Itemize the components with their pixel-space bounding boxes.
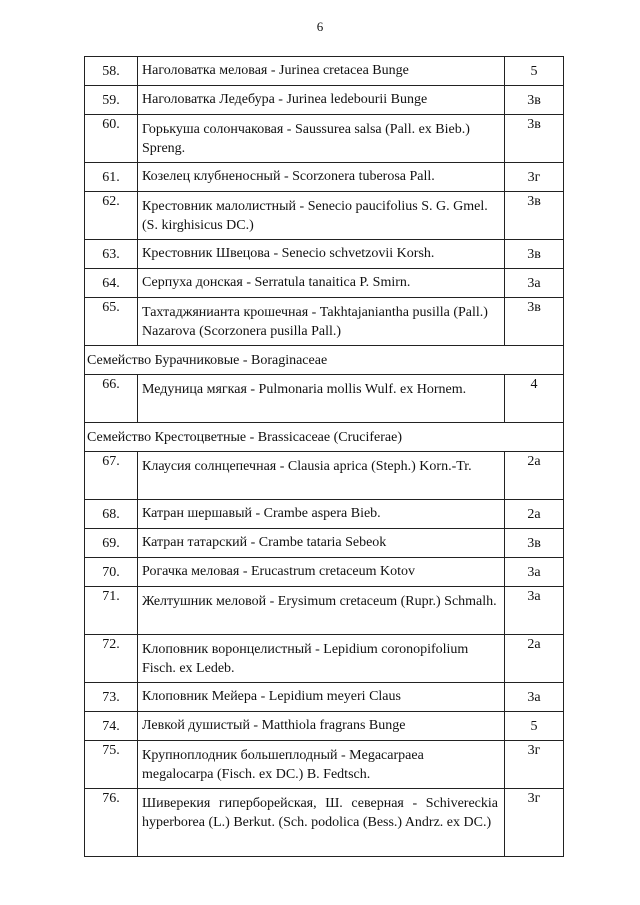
species-number: 63. <box>102 246 120 262</box>
species-number-cell <box>85 192 138 240</box>
species-number-cell <box>85 712 138 741</box>
species-table-body <box>85 57 564 857</box>
species-name: Горькуша солончаковая - Saussurea salsa (Pall. ex Bieb.) Spreng. <box>142 122 470 156</box>
species-row <box>85 57 564 86</box>
species-name: Катран шершавый - Crambe aspera Bieb. <box>142 506 381 521</box>
rarity-category-cell <box>505 269 564 298</box>
species-row <box>85 587 564 635</box>
rarity-category: 3в <box>527 300 541 315</box>
species-number-cell <box>85 635 138 683</box>
species-name: Крестовник малолистный - Senecio paucifolius S. G. Gmel.(S. kirghisicus DC.) <box>142 199 488 233</box>
species-table <box>84 56 564 857</box>
species-row <box>85 269 564 298</box>
species-number: 71. <box>102 589 120 604</box>
rarity-category: 3г <box>527 169 541 185</box>
species-number: 69. <box>102 535 120 551</box>
species-name-cell <box>138 269 505 298</box>
species-row <box>85 86 564 115</box>
species-number: 61. <box>102 169 120 185</box>
species-name: Желтушник меловой - Erysimum cretaceum (Rupr.) Schmalh. <box>142 594 497 609</box>
species-name-cell <box>138 789 505 857</box>
species-row <box>85 789 564 857</box>
species-number-cell <box>85 57 138 86</box>
family-name: Семейство Бурачниковые - Boraginaceae <box>85 346 564 375</box>
species-row <box>85 741 564 789</box>
rarity-category-cell <box>505 741 564 789</box>
species-name: Шиверекия гиперборейская, Ш. северная - Schivereckia hyperborea (L.) Berkut. (Sch. podolica (Bess.) Andrz. ex DC.) <box>142 796 498 830</box>
species-row <box>85 529 564 558</box>
species-number-cell <box>85 529 138 558</box>
species-name: Наголоватка Ледебура - Jurinea ledebourii Bunge <box>142 92 428 107</box>
rarity-category-cell <box>505 240 564 269</box>
species-row <box>85 298 564 346</box>
species-name: Тахтаджянианта крошечная - Takhtajaniantha pusilla (Pall.) Nazarova (Scorzonera pusilla Pall.) <box>142 305 488 339</box>
page-number: 6 <box>316 19 324 34</box>
species-row <box>85 375 564 423</box>
species-number: 65. <box>102 300 120 315</box>
rarity-category: 5 <box>530 63 538 79</box>
rarity-category: 3а <box>527 689 541 705</box>
species-number-cell <box>85 452 138 500</box>
species-number-cell <box>85 558 138 587</box>
rarity-category: 2а <box>527 454 541 469</box>
rarity-category: 2а <box>527 637 541 652</box>
species-name: Левкой душистый - Matthiola fragrans Bunge <box>142 718 406 733</box>
species-number: 59. <box>102 92 120 108</box>
species-name-cell <box>138 115 505 163</box>
species-row <box>85 240 564 269</box>
species-number-cell <box>85 115 138 163</box>
rarity-category-cell <box>505 57 564 86</box>
species-number: 66. <box>102 377 120 392</box>
species-row <box>85 163 564 192</box>
species-name-cell <box>138 57 505 86</box>
species-name: Козелец клубненосный - Scorzonera tuberosa Pall. <box>142 169 435 184</box>
species-number: 75. <box>102 743 120 758</box>
species-name-cell <box>138 452 505 500</box>
species-name: Крупноплодник большеплодный - Megacarpaea megalocarpa (Fisch. ex DC.) B. Fedtsch. <box>142 748 424 782</box>
species-row <box>85 712 564 741</box>
species-row <box>85 558 564 587</box>
species-number-cell <box>85 269 138 298</box>
species-name-cell <box>138 635 505 683</box>
rarity-category-cell <box>505 375 564 423</box>
species-name-cell <box>138 86 505 115</box>
species-row <box>85 452 564 500</box>
rarity-category: 3в <box>527 246 541 262</box>
species-name-cell <box>138 298 505 346</box>
species-name-cell <box>138 529 505 558</box>
species-number-cell <box>85 298 138 346</box>
species-row <box>85 115 564 163</box>
rarity-category: 3а <box>527 275 541 291</box>
rarity-category-cell <box>505 635 564 683</box>
species-number-cell <box>85 86 138 115</box>
rarity-category-cell <box>505 86 564 115</box>
species-row <box>85 192 564 240</box>
rarity-category-cell <box>505 712 564 741</box>
rarity-category-cell <box>505 452 564 500</box>
rarity-category-cell <box>505 192 564 240</box>
rarity-category-cell <box>505 683 564 712</box>
species-number: 64. <box>102 275 120 291</box>
species-number: 74. <box>102 718 120 734</box>
rarity-category-cell <box>505 115 564 163</box>
species-number-cell <box>85 587 138 635</box>
rarity-category: 4 <box>530 377 538 392</box>
species-name-cell <box>138 587 505 635</box>
species-name-cell <box>138 192 505 240</box>
species-name-cell <box>138 500 505 529</box>
rarity-category: 3а <box>527 589 541 604</box>
species-number: 67. <box>102 454 120 469</box>
rarity-category: 2а <box>527 506 541 522</box>
species-number: 73. <box>102 689 120 705</box>
rarity-category-cell <box>505 789 564 857</box>
species-name: Клаусия солнцепечная - Clausia aprica (Steph.) Korn.-Tr. <box>142 459 472 474</box>
rarity-category: 3а <box>527 564 541 580</box>
species-name: Рогачка меловая - Erucastrum cretaceum Kotov <box>142 564 416 579</box>
species-number: 62. <box>102 194 120 209</box>
species-number-cell <box>85 375 138 423</box>
species-name-cell <box>138 683 505 712</box>
rarity-category-cell <box>505 500 564 529</box>
species-number: 70. <box>102 564 120 580</box>
species-number: 58. <box>102 63 120 79</box>
rarity-category-cell <box>505 298 564 346</box>
family-name: Семейство Крестоцветные - Brassicaceae (Cruciferae) <box>85 423 564 452</box>
species-row <box>85 635 564 683</box>
species-number-cell <box>85 789 138 857</box>
species-name-cell <box>138 741 505 789</box>
rarity-category: 3в <box>527 535 541 551</box>
rarity-category: 3в <box>527 92 541 108</box>
species-name: Катран татарский - Crambe tataria Sebeok <box>142 535 387 550</box>
species-number-cell <box>85 500 138 529</box>
rarity-category: 5 <box>530 718 538 734</box>
rarity-category: 3в <box>527 194 541 209</box>
rarity-category-cell <box>505 529 564 558</box>
species-number: 68. <box>102 506 120 522</box>
species-name-cell <box>138 240 505 269</box>
species-number-cell <box>85 240 138 269</box>
species-name: Клоповник воронцелистный - Lepidium coronopifolium Fisch. ex Ledeb. <box>142 642 469 676</box>
rarity-category: 3в <box>527 117 541 132</box>
species-row <box>85 500 564 529</box>
family-header-row <box>85 346 564 375</box>
family-header-row <box>85 423 564 452</box>
species-name: Медуница мягкая - Pulmonaria mollis Wulf. ex Hornem. <box>142 382 467 397</box>
species-number: 72. <box>102 637 120 652</box>
species-number-cell <box>85 683 138 712</box>
rarity-category: 3г <box>527 791 541 806</box>
species-name: Серпуха донская - Serratula tanaitica P. Smirn. <box>142 275 411 290</box>
rarity-category-cell <box>505 163 564 192</box>
species-name-cell <box>138 712 505 741</box>
species-name-cell <box>138 375 505 423</box>
species-name-cell <box>138 558 505 587</box>
species-number: 76. <box>102 791 120 806</box>
species-number-cell <box>85 741 138 789</box>
species-row <box>85 683 564 712</box>
species-number: 60. <box>102 117 120 132</box>
species-name: Крестовник Швецова - Senecio schvetzovii Korsh. <box>142 246 435 261</box>
species-name: Клоповник Мейера - Lepidium meyeri Claus <box>142 689 401 704</box>
species-number-cell <box>85 163 138 192</box>
rarity-category-cell <box>505 558 564 587</box>
species-name: Наголоватка меловая - Jurinea cretacea Bunge <box>142 63 409 78</box>
rarity-category-cell <box>505 587 564 635</box>
species-name-cell <box>138 163 505 192</box>
rarity-category: 3г <box>527 743 541 758</box>
